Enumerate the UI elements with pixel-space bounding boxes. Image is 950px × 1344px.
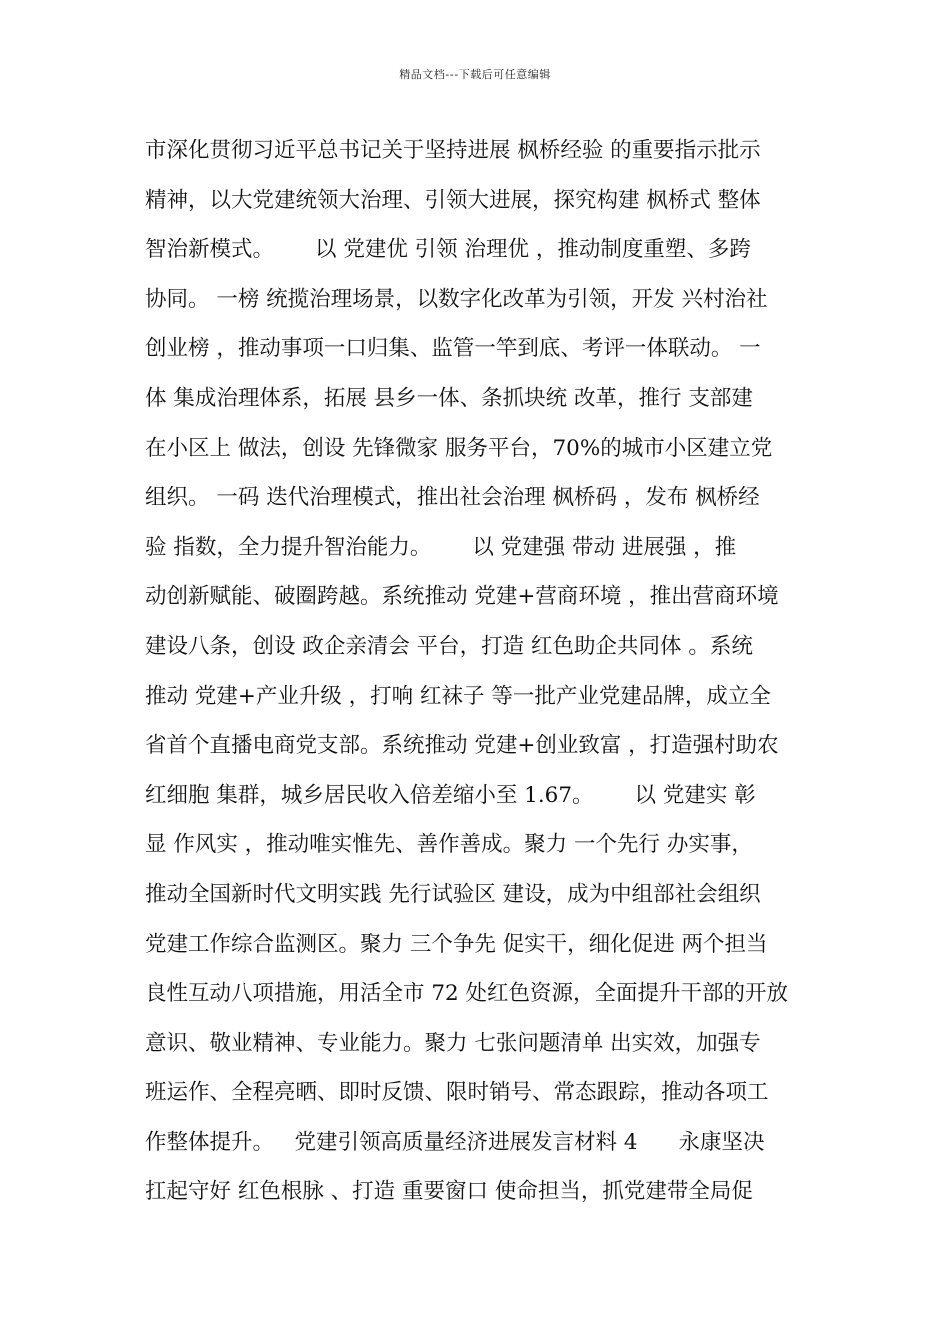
text-line: 协同。 一榜 统揽治理场景，以数字化改革为引领，开发 兴村治社 (145, 286, 768, 312)
text-line: 动创新赋能、破圈跨越。系统推动 党建+营商环境 ，推出营商环境 (145, 584, 779, 610)
text-line: 创业榜 ，推动事项一口归集、监管一竿到底、考评一体联动。 一 (145, 336, 761, 362)
text-line: 意识、敬业精神、专业能力。聚力 七张问题清单 出实效，加强专 (145, 1030, 761, 1056)
text-line: 显 作风实 ，推动唯实惟先、善作善成。聚力 一个先行 办实事， (145, 832, 753, 858)
text-line: 建设八条，创设 政企亲清会 平台，打造 红色助企共同体 。系统 (145, 633, 753, 659)
text-line: 作整体提升。 党建引领高质量经济进展发言材料 4 永康坚决 (145, 1129, 765, 1155)
text-line: 在小区上 做法，创设 先锋微家 服务平台，70%的城市小区建立党 (145, 435, 773, 461)
page-header: 精品文档---下载后可任意编辑 (399, 68, 551, 81)
text-line: 党建工作综合监测区。聚力 三个争先 促实干，细化促进 两个担当 (145, 931, 768, 957)
text-line: 组织。 一码 迭代治理模式，推出社会治理 枫桥码 ，发布 枫桥经 (145, 485, 760, 511)
text-line: 班运作、全程亮晒、即时反馈、限时销号、常态跟踪，推动各项工 (145, 1080, 769, 1106)
document-body (145, 131, 815, 1222)
text-line: 红细胞 集群，城乡居民收入倍差缩小至 1.67。 以 党建实 彰 (145, 782, 756, 808)
text-line: 推动 党建+产业升级 ，打响 红袜子 等一批产业党建品牌，成立全 (145, 683, 771, 709)
text-line: 扛起守好 红色根脉 、打造 重要窗口 使命担当，抓党建带全局促 (145, 1179, 753, 1205)
text-line: 精神，以大党建统领大治理、引领大进展，探究构建 枫桥式 整体 (145, 187, 761, 213)
text-line: 智治新模式。 以 党建优 引领 治理优 ，推动制度重塑、多跨 (145, 237, 751, 263)
text-line: 体 集成治理体系，拓展 县乡一体、条抓块统 改革，推行 支部建 (145, 385, 753, 411)
text-line: 验 指数，全力提升智治能力。 以 党建强 带动 进展强 ，推 (145, 534, 737, 560)
text-line: 推动全国新时代文明实践 先行试验区 建设，成为中组部社会组织 (145, 881, 761, 907)
text-line: 良性互动八项措施，用活全市 72 处红色资源，全面提升干部的开放 (145, 981, 789, 1007)
text-line: 省首个直播电商党支部。系统推动 党建+创业致富 ，打造强村助农 (145, 733, 779, 759)
text-line: 市深化贯彻习近平总书记关于坚持进展 枫桥经验 的重要指示批示 (145, 138, 761, 163)
